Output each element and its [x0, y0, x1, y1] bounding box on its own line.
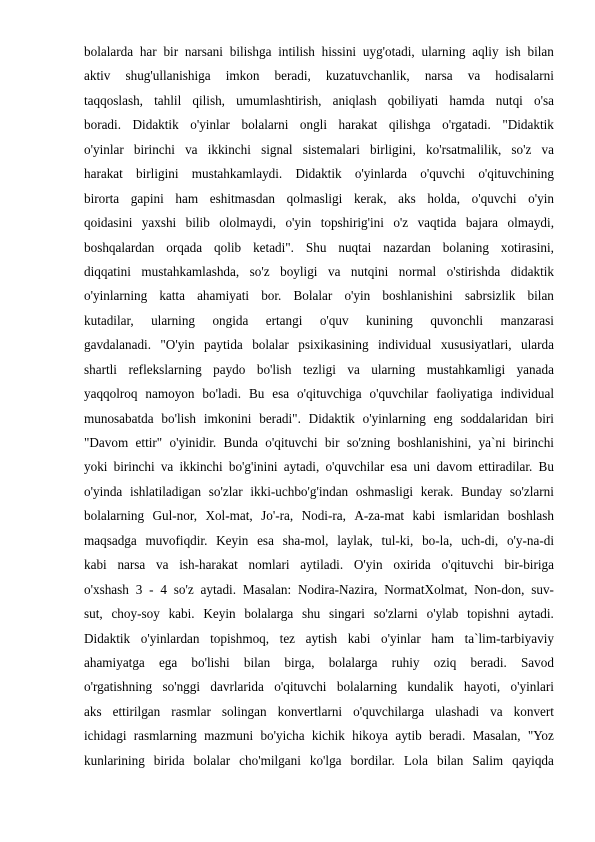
text-line: aktiv shug'ullanishiga imkon beradi, kuzatuvchanlik, narsa va hodisalarni — [84, 68, 554, 84]
text-line: diqqatini mustahkamlashda, so'z boyligi va nutqini normal o'stirishda didaktik — [84, 263, 554, 279]
text-line: taqqoslash, tahlil qilish, umumlashtirish, aniqlash qobiliyati hamda nutqi o'sa — [84, 92, 554, 108]
text-line: boradi. Didaktik o'yinlar bolalarni ongli harakat qilishga o'rgatadi. "Didaktik — [84, 117, 554, 133]
text-line: ahamiyatga ega bo'lishi bilan birga, bolalarga ruhiy oziq beradi. Savod — [84, 654, 554, 670]
text-line: aks ettirilgan rasmlar solingan konvertlarni o'quvchilarga ulashadi va konvert — [84, 703, 554, 719]
body-text — [84, 40, 554, 773]
text-line: sut, choy-soy kabi. Keyin bolalarga shu singari so'zlarni o'ylab topishni aytadi. — [84, 606, 554, 622]
text-line: Didaktik o'yinlardan topishmoq, tez aytish kabi o'yinlar ham ta`lim-tarbiyaviy — [84, 630, 554, 646]
text-line: "Davom ettir" o'yinidir. Bunda o'qituvchi bir so'zning boshlanishini, ya`ni birinchi — [84, 435, 554, 450]
text-line: munosabatda bo'lish imkonini beradi". Didaktik o'yinlarning eng soddalaridan biri — [84, 410, 554, 426]
text-line: o'yinlar birinchi va ikkinchi signal sistemalari birligini, ko'rsatmalilik, so'z va — [84, 141, 554, 157]
text-line: boshqalardan orqada qolib ketadi". Shu nuqtai nazardan bolaning xotirasini, — [84, 239, 554, 255]
text-line: harakat birligini mustahkamlaydi. Didaktik o'yinlarda o'quvchi o'qituvchining — [84, 166, 554, 182]
text-line: o'yinlarning katta ahamiyati bor. Bolalar o'yin boshlanishini sabrsizlik bilan — [84, 288, 554, 304]
text-line: bolalarning Gul-nor, Xol-mat, Jo'-ra, Nodi-ra, A-za-mat kabi ismlaridan boshlash — [84, 508, 554, 524]
text-line: yaqqolroq namoyon bo'ladi. Bu esa o'qituvchiga o'quvchilar faoliyatiga individual — [84, 386, 554, 402]
text-line: gavdalanadi. "O'yin paytida bolalar psixikasining individual xususiyatlari, ularda — [84, 337, 554, 353]
text-line: bolalarda har bir narsani bilishga intilish hissini uyg'otadi, ularning aqliy ish bilan — [84, 44, 554, 59]
text-line: kutadilar, ularning ongida ertangi o'quv kunining quvonchli manzarasi — [84, 312, 554, 328]
text-line: shartli reflekslarning paydo bo'lish tezligi va ularning mustahkamligi yanada — [84, 361, 554, 377]
text-line: kabi narsa va ish-harakat nomlari aytiladi. O'yin oxirida o'qituvchi bir-biriga — [84, 557, 554, 573]
text-line: qoidasini yaxshi bilib ololmaydi, o'yin topshirig'ini o'z vaqtida bajara olmaydi, — [84, 215, 554, 231]
text-line: maqsadga muvofiqdir. Keyin esa sha-mol, laylak, tul-ki, bo-la, uch-di, o'y-na-di — [84, 532, 554, 548]
text-line: kunlarining birida bolalar cho'milgani ko'lga bordilar. Lola bilan Salim qayiqda — [84, 752, 554, 768]
text-line: birorta gapini ham eshitmasdan qolmasligi kerak, aks holda, o'quvchi o'yin — [84, 190, 554, 206]
text-line: ichidagi rasmlarning mazmuni bo'yicha kichik hikoya aytib beradi. Masalan, "Yoz — [84, 728, 554, 744]
text-line: yoki birinchi va ikkinchi bo'g'inini aytadi, o'quvchilar esa uni davom ettiradilar. Bu — [84, 459, 554, 475]
text-line: o'xshash 3 - 4 so'z aytadi. Masalan: Nodira-Nazira, NormatXolmat, Non-don, suv- — [84, 581, 554, 597]
text-line: o'rgatishning so'nggi davrlarida o'qituvchi bolalarning kundalik hayoti, o'yinlari — [84, 679, 554, 695]
text-line: o'yinda ishlatiladigan so'zlar ikki-uchbo'g'indan oshmasligi kerak. Bunday so'zlarni — [84, 483, 554, 499]
